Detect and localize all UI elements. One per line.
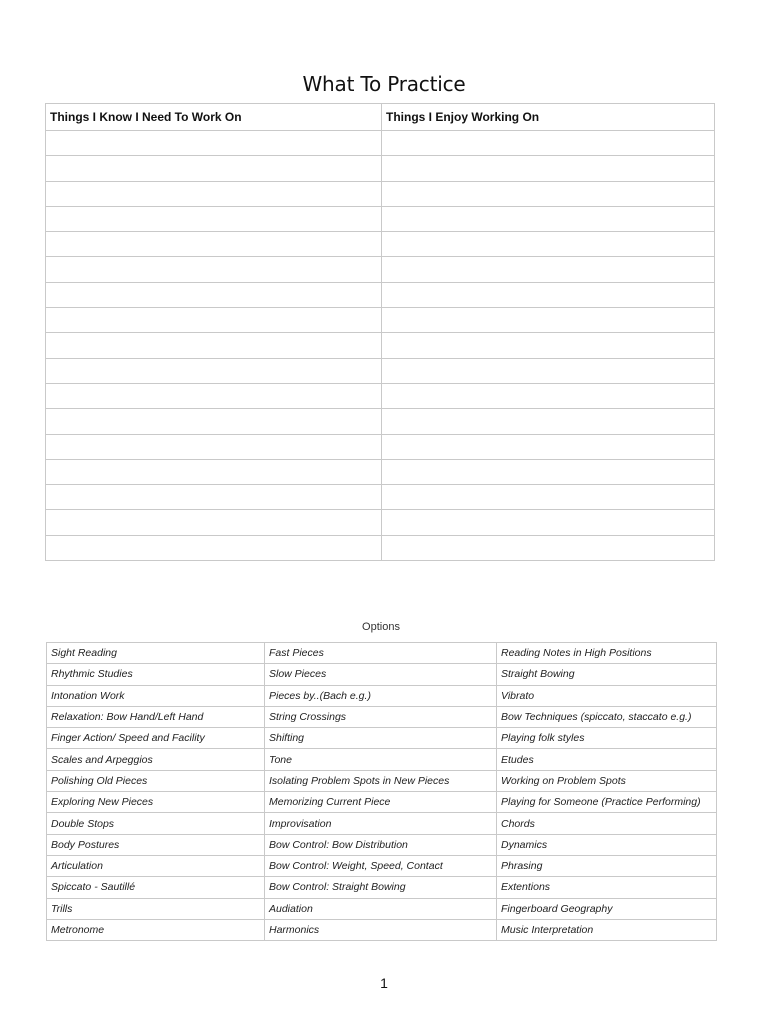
need-to-work-on-cell[interactable]	[46, 131, 382, 156]
options-row	[47, 834, 717, 855]
need-to-work-on-cell[interactable]	[46, 282, 382, 307]
practice-table-body	[46, 131, 715, 561]
option-cell: Memorizing Current Piece	[265, 792, 497, 813]
enjoy-working-on-cell[interactable]	[382, 434, 715, 459]
need-to-work-on-cell[interactable]	[46, 257, 382, 282]
options-row	[47, 643, 717, 664]
option-cell: Trills	[47, 898, 265, 919]
option-cell: Bow Techniques (spiccato, staccato e.g.)	[497, 706, 717, 727]
options-row	[47, 855, 717, 876]
option-cell: Audiation	[265, 898, 497, 919]
practice-table	[45, 103, 715, 561]
practice-table-header-row	[46, 104, 715, 131]
option-cell: Double Stops	[47, 813, 265, 834]
option-cell: Finger Action/ Speed and Facility	[47, 728, 265, 749]
enjoy-working-on-cell[interactable]	[382, 156, 715, 181]
option-cell: Playing folk styles	[497, 728, 717, 749]
option-cell: Harmonics	[265, 919, 497, 940]
need-to-work-on-cell[interactable]	[46, 383, 382, 408]
enjoy-working-on-cell[interactable]	[382, 206, 715, 231]
practice-table-row	[46, 156, 715, 181]
option-cell: String Crossings	[265, 706, 497, 727]
enjoy-working-on-cell[interactable]	[382, 459, 715, 484]
enjoy-working-on-cell[interactable]	[382, 409, 715, 434]
option-cell: Vibrato	[497, 685, 717, 706]
option-cell: Scales and Arpeggios	[47, 749, 265, 770]
need-to-work-on-cell[interactable]	[46, 333, 382, 358]
options-row	[47, 749, 717, 770]
option-cell: Working on Problem Spots	[497, 770, 717, 791]
options-row	[47, 770, 717, 791]
need-to-work-on-cell[interactable]	[46, 206, 382, 231]
practice-table-row	[46, 257, 715, 282]
enjoy-working-on-cell[interactable]	[382, 383, 715, 408]
practice-table-row	[46, 434, 715, 459]
practice-table-row	[46, 510, 715, 535]
header-enjoy-working-on: Things I Enjoy Working On	[382, 104, 715, 131]
options-row	[47, 664, 717, 685]
options-row	[47, 919, 717, 940]
option-cell: Extentions	[497, 877, 717, 898]
need-to-work-on-cell[interactable]	[46, 181, 382, 206]
enjoy-working-on-cell[interactable]	[382, 333, 715, 358]
options-row	[47, 813, 717, 834]
enjoy-working-on-cell[interactable]	[382, 535, 715, 560]
enjoy-working-on-cell[interactable]	[382, 358, 715, 383]
option-cell: Rhythmic Studies	[47, 664, 265, 685]
page-title: What To Practice	[302, 72, 466, 96]
options-row	[47, 728, 717, 749]
practice-table-row	[46, 485, 715, 510]
option-cell: Metronome	[47, 919, 265, 940]
option-cell: Tone	[265, 749, 497, 770]
practice-table-row	[46, 308, 715, 333]
option-cell: Articulation	[47, 855, 265, 876]
options-table-body	[47, 643, 717, 941]
option-cell: Phrasing	[497, 855, 717, 876]
option-cell: Dynamics	[497, 834, 717, 855]
options-row	[47, 685, 717, 706]
option-cell: Improvisation	[265, 813, 497, 834]
practice-table-row	[46, 459, 715, 484]
option-cell: Slow Pieces	[265, 664, 497, 685]
option-cell: Pieces by..(Bach e.g.)	[265, 685, 497, 706]
enjoy-working-on-cell[interactable]	[382, 131, 715, 156]
practice-table-row	[46, 535, 715, 560]
option-cell: Bow Control: Straight Bowing	[265, 877, 497, 898]
options-row	[47, 792, 717, 813]
option-cell: Exploring New Pieces	[47, 792, 265, 813]
options-table	[46, 642, 717, 941]
enjoy-working-on-cell[interactable]	[382, 232, 715, 257]
header-need-to-work-on: Things I Know I Need To Work On	[46, 104, 382, 131]
practice-table-row	[46, 206, 715, 231]
option-cell: Shifting	[265, 728, 497, 749]
option-cell: Intonation Work	[47, 685, 265, 706]
options-row	[47, 898, 717, 919]
need-to-work-on-cell[interactable]	[46, 308, 382, 333]
option-cell: Bow Control: Bow Distribution	[265, 834, 497, 855]
practice-table-row	[46, 131, 715, 156]
option-cell: Isolating Problem Spots in New Pieces	[265, 770, 497, 791]
practice-table-row	[46, 232, 715, 257]
option-cell: Relaxation: Bow Hand/Left Hand	[47, 706, 265, 727]
option-cell: Fast Pieces	[265, 643, 497, 664]
practice-table-row	[46, 383, 715, 408]
options-row	[47, 706, 717, 727]
option-cell: Reading Notes in High Positions	[497, 643, 717, 664]
options-row	[47, 877, 717, 898]
option-cell: Etudes	[497, 749, 717, 770]
need-to-work-on-cell[interactable]	[46, 434, 382, 459]
options-title: Options	[362, 621, 400, 633]
option-cell: Chords	[497, 813, 717, 834]
need-to-work-on-cell[interactable]	[46, 485, 382, 510]
option-cell: Polishing Old Pieces	[47, 770, 265, 791]
enjoy-working-on-cell[interactable]	[382, 282, 715, 307]
need-to-work-on-cell[interactable]	[46, 535, 382, 560]
need-to-work-on-cell[interactable]	[46, 510, 382, 535]
option-cell: Bow Control: Weight, Speed, Contact	[265, 855, 497, 876]
need-to-work-on-cell[interactable]	[46, 232, 382, 257]
option-cell: Music Interpretation	[497, 919, 717, 940]
option-cell: Straight Bowing	[497, 664, 717, 685]
practice-table-row	[46, 181, 715, 206]
need-to-work-on-cell[interactable]	[46, 459, 382, 484]
option-cell: Fingerboard Geography	[497, 898, 717, 919]
enjoy-working-on-cell[interactable]	[382, 510, 715, 535]
practice-table-row	[46, 333, 715, 358]
practice-table-row	[46, 358, 715, 383]
practice-table-row	[46, 409, 715, 434]
option-cell: Playing for Someone (Practice Performing)	[497, 792, 717, 813]
need-to-work-on-cell[interactable]	[46, 358, 382, 383]
need-to-work-on-cell[interactable]	[46, 409, 382, 434]
option-cell: Spiccato - Sautillé	[47, 877, 265, 898]
enjoy-working-on-cell[interactable]	[382, 181, 715, 206]
enjoy-working-on-cell[interactable]	[382, 485, 715, 510]
practice-table-row	[46, 282, 715, 307]
option-cell: Sight Reading	[47, 643, 265, 664]
need-to-work-on-cell[interactable]	[46, 156, 382, 181]
enjoy-working-on-cell[interactable]	[382, 257, 715, 282]
page-number: 1	[380, 975, 388, 991]
enjoy-working-on-cell[interactable]	[382, 308, 715, 333]
option-cell: Body Postures	[47, 834, 265, 855]
